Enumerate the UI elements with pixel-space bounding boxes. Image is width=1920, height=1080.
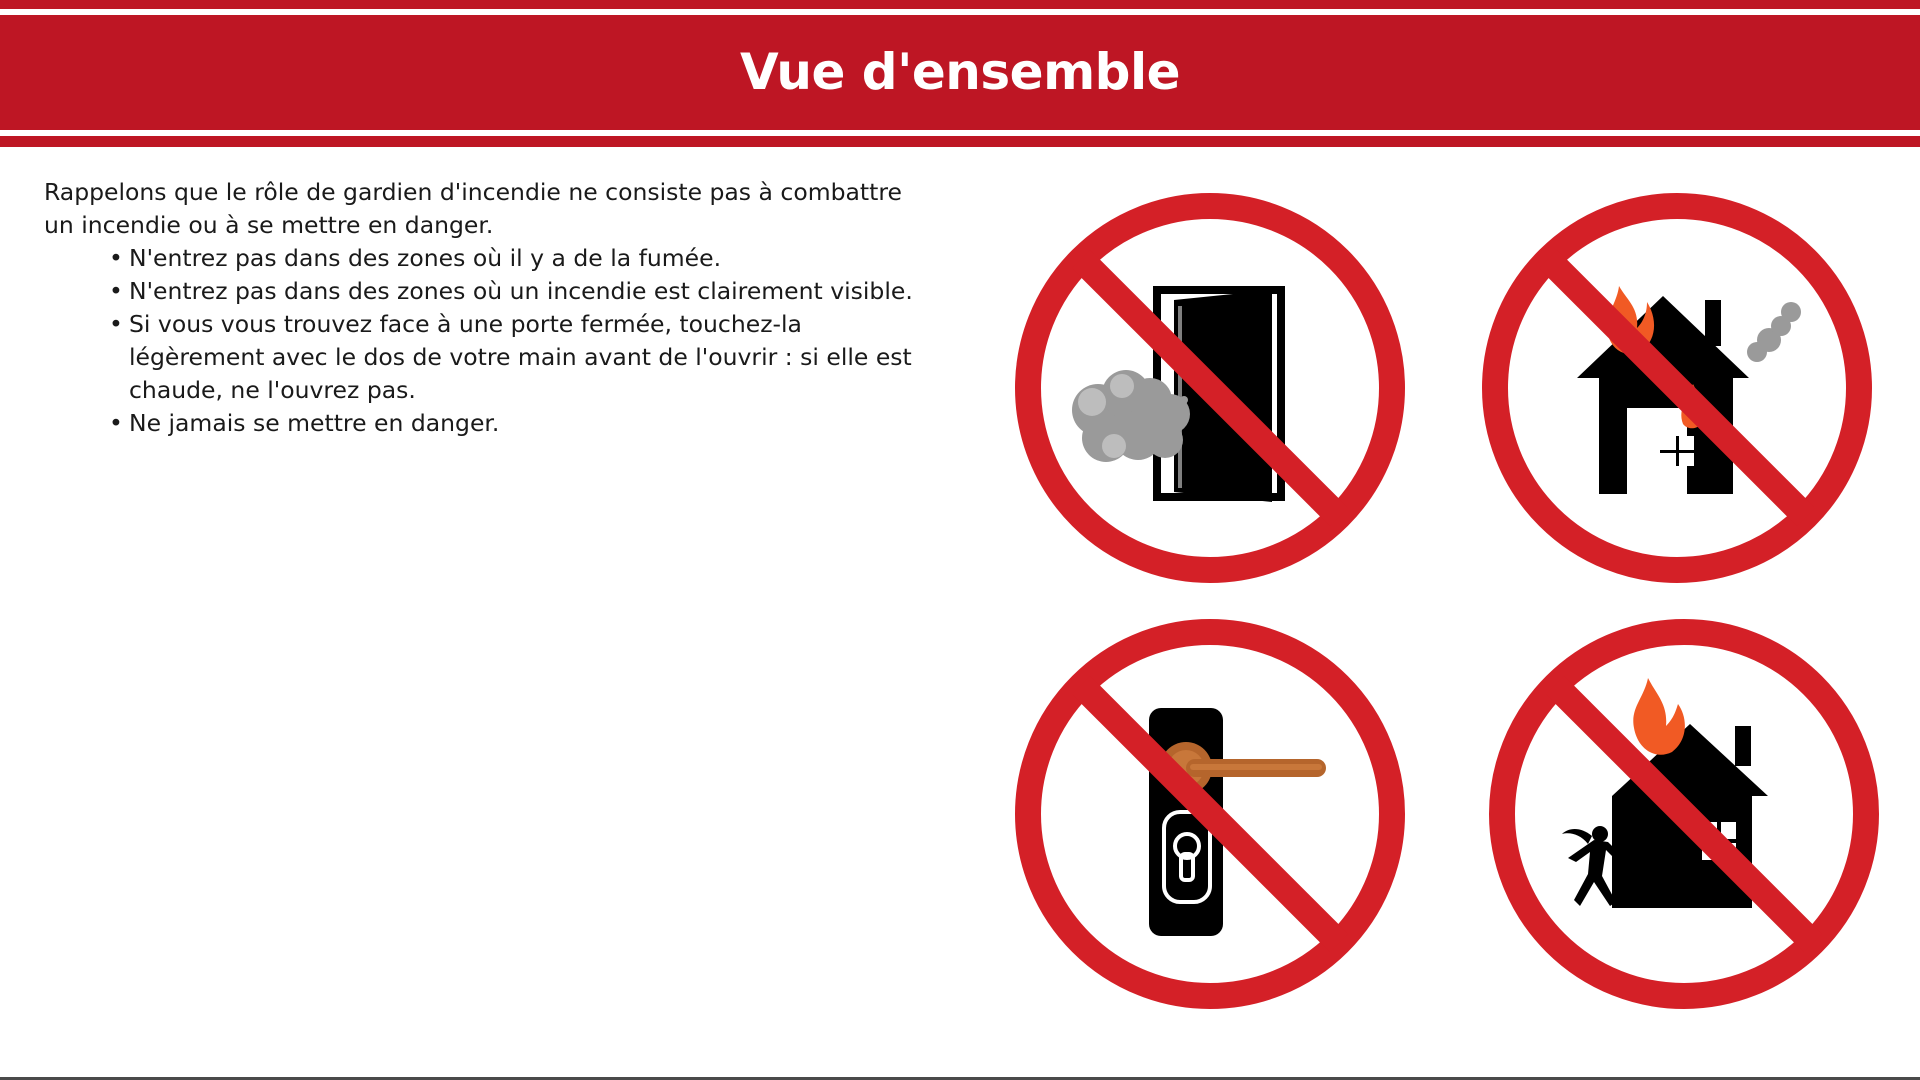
list-item: • Ne jamais se mettre en danger. <box>129 407 924 440</box>
page-title: Vue d'ensemble <box>739 43 1181 101</box>
header-banner <box>0 0 1920 147</box>
safety-list <box>44 242 924 440</box>
list-item: • Si vous vous trouvez face à une porte fermée, touchez-la légèrement avec le dos de votre main avant de l'ouvrir : si elle est chaude, ne l'ouvrez pas. <box>129 308 924 407</box>
no-smoke-door-icon <box>1010 188 1410 588</box>
no-smoke-door-graphic <box>1010 188 1410 588</box>
no-running-into-fire-icon <box>1484 614 1884 1014</box>
no-burning-house-graphic <box>1477 188 1877 588</box>
no-burning-house-icon <box>1477 188 1877 588</box>
intro-text <box>44 176 924 440</box>
intro-paragraph: Rappelons que le rôle de gardien d'incendie ne consiste pas à combattre un incendie ou à se mettre en danger. <box>44 178 902 239</box>
no-running-into-fire-graphic <box>1484 614 1884 1014</box>
no-door-handle-icon <box>1010 614 1410 1014</box>
list-item: • N'entrez pas dans des zones où un incendie est clairement visible. <box>129 275 924 308</box>
list-item: • N'entrez pas dans des zones où il y a de la fumée. <box>129 242 924 275</box>
no-door-handle-graphic <box>1010 614 1410 1014</box>
header-stripe-bottom <box>0 130 1920 136</box>
